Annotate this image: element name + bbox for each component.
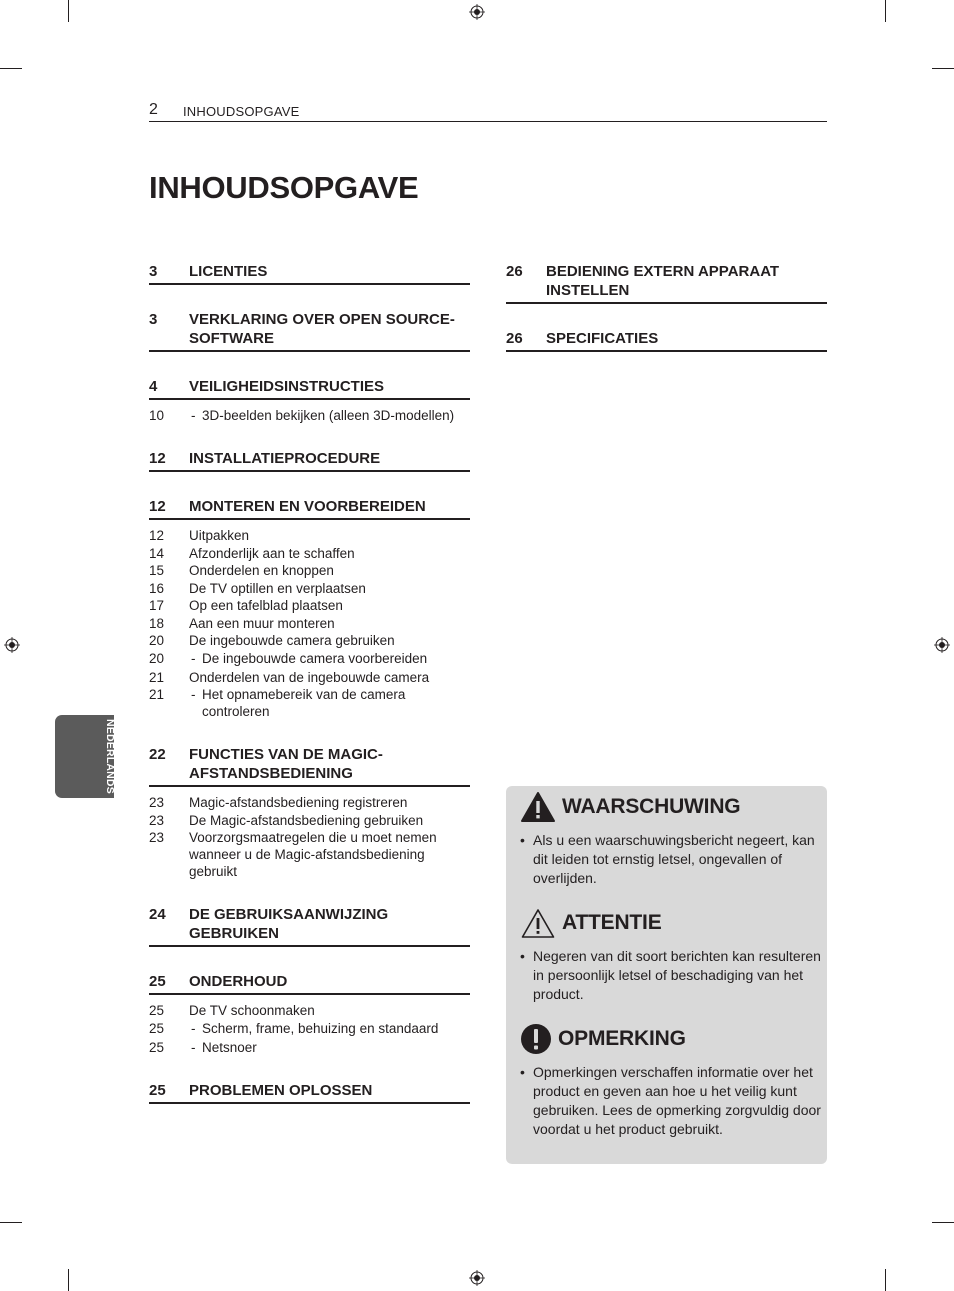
toc-item-page: 23 xyxy=(149,812,165,828)
toc-item[interactable] xyxy=(149,545,470,562)
note-notice xyxy=(520,1022,823,1139)
toc-item-title: De TV schoonmaken xyxy=(189,1003,315,1018)
toc-section-title: VEILIGHEIDSINSTRUCTIES xyxy=(189,378,385,395)
toc-page-number: 12 xyxy=(149,498,166,515)
crop-mark xyxy=(68,0,69,22)
toc-item-page: 14 xyxy=(149,545,165,561)
toc-item-page: 12 xyxy=(149,528,165,543)
toc-section xyxy=(149,449,470,472)
toc-section-heading[interactable] xyxy=(149,745,470,787)
toc-section xyxy=(149,262,470,285)
toc-item-title: Magic-afstandsbediening registreren xyxy=(189,795,408,810)
toc-section-title: VERKLARING OVER OPEN SOURCE-SOFTWARE xyxy=(189,311,455,347)
toc-item[interactable] xyxy=(149,650,470,667)
toc-item[interactable] xyxy=(149,1002,470,1019)
note-exclamation-icon xyxy=(520,1023,552,1055)
toc-item-title: Uitpakken xyxy=(189,528,250,543)
toc-item[interactable] xyxy=(149,407,470,424)
page-title: INHOUDSOPGAVE xyxy=(149,170,419,205)
toc-subitems xyxy=(149,527,470,720)
toc-section-heading[interactable] xyxy=(506,262,827,304)
toc-page-number: 12 xyxy=(149,450,166,467)
toc-section-title: MONTEREN EN VOORBEREIDEN xyxy=(189,498,426,515)
toc-item-title: - Netsnoer xyxy=(189,1039,470,1056)
toc-item-page: 23 xyxy=(149,795,165,810)
toc-item-title: - De ingebouwde camera voorbereiden xyxy=(189,650,470,667)
toc-page-number: 3 xyxy=(149,311,158,328)
toc-item-page: 16 xyxy=(149,580,165,596)
toc-section-title: BEDIENING EXTERN APPARAAT INSTELLEN xyxy=(546,263,780,299)
toc-item-page: 18 xyxy=(149,615,165,631)
toc-item[interactable] xyxy=(149,562,470,579)
toc-item-page: 17 xyxy=(149,598,165,613)
crop-mark xyxy=(68,1269,69,1291)
toc-item[interactable] xyxy=(149,527,470,544)
toc-subitems xyxy=(149,794,470,880)
language-tab xyxy=(55,715,114,798)
caution-outline-icon xyxy=(520,907,556,939)
toc-item-title: - Scherm, frame, behuizing en standaard xyxy=(189,1020,470,1037)
toc-section xyxy=(149,1081,470,1104)
running-title: INHOUDSOPGAVE xyxy=(183,104,300,119)
toc-page-number: 3 xyxy=(149,263,158,280)
toc-page-number: 24 xyxy=(149,906,166,923)
crop-mark xyxy=(885,0,886,22)
toc-item[interactable] xyxy=(149,1039,470,1056)
toc-section-heading[interactable] xyxy=(149,310,470,352)
toc-section-title: FUNCTIES VAN DE MAGIC-AFSTANDSBEDIENING xyxy=(189,746,383,782)
toc-section xyxy=(149,905,470,947)
warning-text: • Als u een waarschuwingsbericht negeert, kan dit leiden tot ernstig letsel, ongevallen of overlijden. xyxy=(520,831,823,888)
caution-text: • Negeren van dit soort berichten kan resulteren in persoonlijk letsel of beschadiging van het product. xyxy=(520,947,823,1004)
toc-item-title: Onderdelen en knoppen xyxy=(189,563,334,578)
toc-item-page: 25 xyxy=(149,1003,165,1018)
registration-mark-icon xyxy=(469,4,485,20)
toc-item-title: Afzonderlijk aan te schaffen xyxy=(189,545,355,561)
toc-section-title: LICENTIES xyxy=(189,263,268,280)
toc-section-title: DE GEBRUIKSAANWIJZING GEBRUIKEN xyxy=(189,906,389,942)
toc-item-page: 20 xyxy=(149,650,165,666)
toc-item[interactable] xyxy=(149,794,470,811)
crop-mark xyxy=(0,1222,22,1223)
page-number: 2 xyxy=(149,101,158,118)
toc-section-heading[interactable] xyxy=(149,972,470,995)
toc-section-heading[interactable] xyxy=(149,497,470,520)
toc-section xyxy=(149,745,470,880)
crop-mark xyxy=(0,68,22,69)
toc-item-title: De ingebouwde camera gebruiken xyxy=(189,633,395,648)
toc-subitems xyxy=(149,1002,470,1056)
toc-item-page: 25 xyxy=(149,1039,165,1055)
crop-mark xyxy=(885,1269,886,1291)
toc-item-page: 10 xyxy=(149,408,165,423)
toc-page-number: 26 xyxy=(506,330,523,347)
toc-section xyxy=(149,377,470,424)
toc-page-number: 4 xyxy=(149,378,158,395)
registration-mark-icon xyxy=(4,637,20,653)
toc-right-column xyxy=(506,262,827,352)
toc-item[interactable] xyxy=(149,615,470,632)
toc-item[interactable] xyxy=(149,1020,470,1037)
toc-section-heading[interactable] xyxy=(149,1081,470,1104)
registration-mark-icon xyxy=(934,637,950,653)
crop-mark xyxy=(932,1222,954,1223)
language-tab-label: NEDERLANDS xyxy=(104,719,116,794)
crop-mark xyxy=(932,68,954,69)
toc-section-heading[interactable] xyxy=(149,377,470,400)
toc-item-title: De TV optillen en verplaatsen xyxy=(189,580,366,596)
toc-section xyxy=(506,262,827,304)
toc-item[interactable] xyxy=(149,829,470,880)
warning-filled-icon xyxy=(520,791,556,823)
toc-item[interactable] xyxy=(149,632,470,649)
toc-section xyxy=(149,310,470,352)
toc-page-number: 25 xyxy=(149,1081,166,1099)
toc-section-heading[interactable] xyxy=(149,905,470,947)
toc-item-title: Voorzorgsmaatregelen die u moet nemen wanneer u de Magic-afstandsbediening gebruikt xyxy=(189,830,437,879)
toc-section-title: INSTALLATIEPROCEDURE xyxy=(189,450,381,467)
toc-section xyxy=(506,329,827,352)
toc-section xyxy=(149,972,470,1056)
toc-page-number: 26 xyxy=(506,263,523,280)
toc-item-title: Op een tafelblad plaatsen xyxy=(189,598,343,613)
toc-item[interactable] xyxy=(149,597,470,614)
caution-notice xyxy=(520,906,823,1004)
toc-item-page: 25 xyxy=(149,1020,165,1036)
toc-item[interactable] xyxy=(149,669,470,686)
note-label: OPMERKING xyxy=(558,1027,686,1050)
toc-item-page: 15 xyxy=(149,563,165,578)
registration-mark-icon xyxy=(469,1270,485,1286)
notice-box xyxy=(506,786,827,1164)
toc-section-title: ONDERHOUD xyxy=(189,973,288,990)
toc-section xyxy=(149,497,470,720)
toc-item[interactable] xyxy=(149,580,470,597)
header-rule xyxy=(149,121,827,122)
toc-page-number: 25 xyxy=(149,973,166,990)
toc-left-column xyxy=(149,262,470,1104)
toc-item-page: 23 xyxy=(149,830,165,845)
toc-item-title: Onderdelen van de ingebouwde camera xyxy=(189,669,430,685)
toc-section-heading[interactable] xyxy=(149,449,470,472)
toc-item-title: Aan een muur monteren xyxy=(189,615,335,631)
warning-notice xyxy=(520,790,823,888)
toc-item-page: 21 xyxy=(149,669,165,685)
toc-section-heading[interactable] xyxy=(149,262,470,285)
toc-item-page: 20 xyxy=(149,633,165,648)
toc-subitems xyxy=(149,407,470,424)
toc-item-title: De Magic-afstandsbediening gebruiken xyxy=(189,812,424,828)
toc-section-title: PROBLEMEN OPLOSSEN xyxy=(189,1081,373,1099)
toc-item[interactable] xyxy=(149,812,470,829)
toc-page-number: 22 xyxy=(149,746,166,763)
toc-section-title: SPECIFICATIES xyxy=(546,330,659,347)
toc-item-title: - Het opnamebereik van de camera controleren xyxy=(189,686,470,720)
warning-label: WAARSCHUWING xyxy=(562,795,741,818)
toc-section-heading[interactable] xyxy=(506,329,827,352)
toc-item-title: - 3D-beelden bekijken (alleen 3D-modellen) xyxy=(189,407,470,424)
toc-item[interactable] xyxy=(149,686,470,720)
caution-label: ATTENTIE xyxy=(562,911,662,934)
toc-item-page: 21 xyxy=(149,687,165,702)
note-text: • Opmerkingen verschaffen informatie over het product en geven aan hoe u het veilig kunt gebruiken. Lees de opmerking zorgvuldig door voordat u het product gebruikt. xyxy=(520,1063,823,1139)
